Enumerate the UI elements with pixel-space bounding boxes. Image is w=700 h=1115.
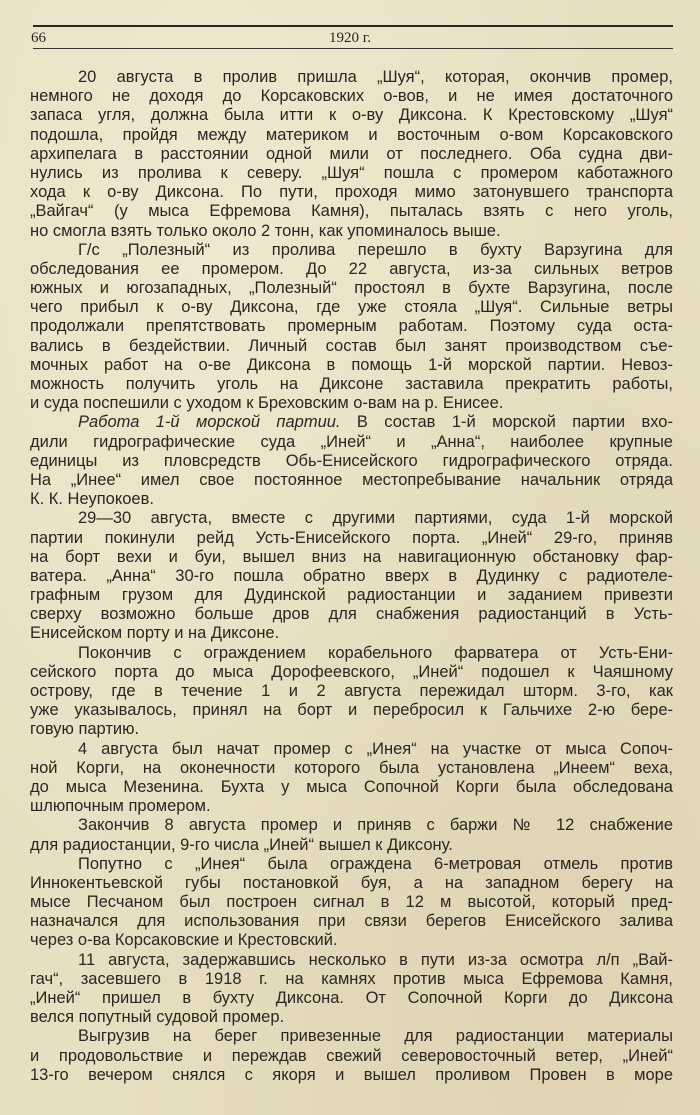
header-rule-bottom	[33, 48, 673, 49]
paragraph-line: но смогла взять только около 2 тонн, как упоминалось выше.	[30, 221, 501, 240]
paragraph-line: острову, где в течение 1 и 2 августа пережидал шторм. 3-го, как	[30, 682, 673, 700]
paragraph-line: гач“, засевшего в 1918 г. на камнях против мыса Ефремова Камня,	[30, 969, 673, 988]
paragraph-line: и продовольствие и переждав свежий северовосточный ветер, „Иней“	[30, 1046, 673, 1065]
paragraph-line: сверху возможно больше дров для снабжения радиостанций в Усть-	[30, 605, 673, 624]
paragraph-line: Попутно с „Инея“ была ограждена 6-метровая отмель против	[78, 854, 673, 873]
paragraph-line: единицы из пловсредств Обь-Енисейского гидрографического отряда.	[30, 451, 673, 470]
paragraph-line: и суда поспешили с уходом к Бреховским о-вам на р. Енисее.	[30, 394, 504, 413]
paragraph-line: ватера. „Анна“ 30-го пошла обратно вверх в Дудинку с радиотеле-	[30, 566, 673, 585]
paragraph-line: 11 августа, задержавшись несколько в пути из-за осмотра л/п „Вай-	[78, 950, 673, 969]
paragraph-line: Закончив 8 августа промер и приняв с баржи № 12 снабжение	[78, 816, 673, 835]
running-title: 1920 г.	[329, 30, 371, 46]
paragraph-line: Г/с „Полезный“ из пролива перешло в бухту Варзугина для	[78, 240, 673, 259]
paragraph-line: продолжали препятствовать промерным работам. Поэтому суда оста-	[30, 317, 673, 336]
paragraph-line: уже указывалось, принял на борт и перебросил к Гальчихе 2-ю бере-	[30, 701, 673, 720]
paragraph-line: назначался для использования при связи берегов Енисейского залива	[30, 912, 673, 931]
paragraph-line: для радиостанции, 9-го числа „Иней“ вышел к Диксону.	[30, 835, 453, 854]
paragraph-line: можность получить уголь на Диксоне заставила прекратить работы,	[30, 375, 673, 393]
paragraph-line: мочных работ на о-ве Диксона в помощь 1-й морской партии. Невоз-	[30, 355, 673, 374]
paragraph-line: чего прибыл к о-ву Диксона, где уже стояла „Шуя“. Сильные ветры	[30, 298, 673, 317]
paragraph-line: ной Корги, на оконечности которого была установлена „Инеем“ веха,	[30, 758, 673, 777]
paragraph-line: обследования ее промером. До 22 августа, из-за сильных ветров	[30, 259, 673, 278]
paragraph-line: архипелага в расстоянии одной мили от последнего. Оба судна дви-	[30, 144, 673, 163]
paragraph-line: южных и югозападных, „Полезный“ простоял в бухте Варзугина, после	[30, 279, 673, 298]
paragraph-line: через о-ва Корсаковские и Крестовский.	[30, 931, 338, 950]
paragraph-line: Енисейском порту и на Диксоне.	[30, 624, 280, 643]
paragraph-line: партии покинули рейд Усть-Енисейского порта. „Иней“ 29-го, приняв	[30, 528, 673, 547]
paragraph-line: мысе Песчаном был построен сигнал в 12 м высотой, который пред-	[30, 893, 673, 912]
paragraph-line: дили гидрографические суда „Иней“ и „Анна“, наиболее крупные	[30, 432, 673, 451]
paragraph-line: велся попутный судовой промер.	[30, 1008, 285, 1027]
paragraph-line: 20 августа в пролив пришла „Шуя“, которая, окончив промер,	[78, 68, 673, 86]
paragraph-line: немного не доходя до Корсаковских о-вов, и не имея достаточного	[30, 87, 673, 106]
paragraph-line: запаса угля, должна была итти к о-ву Диксона. К Крестовскому „Шуя“	[30, 106, 673, 125]
body-text	[30, 68, 673, 1085]
paragraph-line: хода к о-ву Диксона. По пути, проходя мимо затонувшего транспорта	[30, 183, 673, 202]
paragraph-line: „Иней“ пришел в бухту Диксона. От Сопочной Корги до Диксона	[30, 989, 673, 1007]
paragraph-line: вались в бездействии. Личный состав был занят производством съе-	[30, 336, 673, 355]
paragraph-line: на борт вехи и буи, вышел вниз на навигационную обстановку фар-	[30, 547, 673, 566]
paragraph-line	[30, 413, 673, 432]
paragraph-line: 13-го вечером снялся с якоря и вышел проливом Провен в море	[30, 1065, 673, 1084]
paragraph-line: 29—30 августа, вместе с другими партиями, суда 1-й морской	[78, 509, 673, 528]
paragraph-line: подошла, пройдя между материком и восточным о-вом Корсаковского	[30, 125, 673, 144]
paragraph-line: сейского порта до мыса Дорофеевского, „Иней“ подошел к Чаяшному	[30, 662, 673, 681]
section-lead-heading: Работа 1-й морской партии.	[78, 413, 341, 432]
line-text: В состав 1-й морской партии вхо-	[340, 413, 673, 432]
paragraph-line: Иннокентьевской губы постановкой буя, а на западном берегу на	[30, 873, 673, 892]
page-number: 66	[31, 30, 46, 46]
paragraph-line: Покончив с ограждением корабельного фарватера от Усть-Ени-	[78, 643, 673, 662]
paragraph-line: 4 августа был начат промер с „Инея“ на участке от мыса Сопоч-	[78, 739, 673, 758]
paragraph-line: нулись из пролива к северу. „Шуя“ пошла с промером каботажного	[30, 163, 673, 182]
paragraph-line: до мыса Мезенина. Бухта у мыса Сопочной Корги была обследована	[30, 777, 673, 796]
paragraph-line: „Вайгач“ (у мыса Ефремова Камня), пыталась взять с него уголь,	[30, 202, 673, 221]
header-rule-top	[33, 25, 673, 27]
paragraph-line: говую партию.	[30, 720, 140, 739]
paragraph-line: графным грузом для Дудинской радиостанции и заданием привезти	[30, 586, 673, 605]
paragraph-line: Выгрузив на берег привезенные для радиостанции материалы	[78, 1027, 673, 1046]
paragraph-line: К. К. Неупокоев.	[30, 490, 154, 509]
paragraph-line: На „Инее“ имел свое постоянное местопребывание начальник отряда	[30, 470, 673, 489]
paragraph-line: шлюпочным промером.	[30, 797, 211, 816]
